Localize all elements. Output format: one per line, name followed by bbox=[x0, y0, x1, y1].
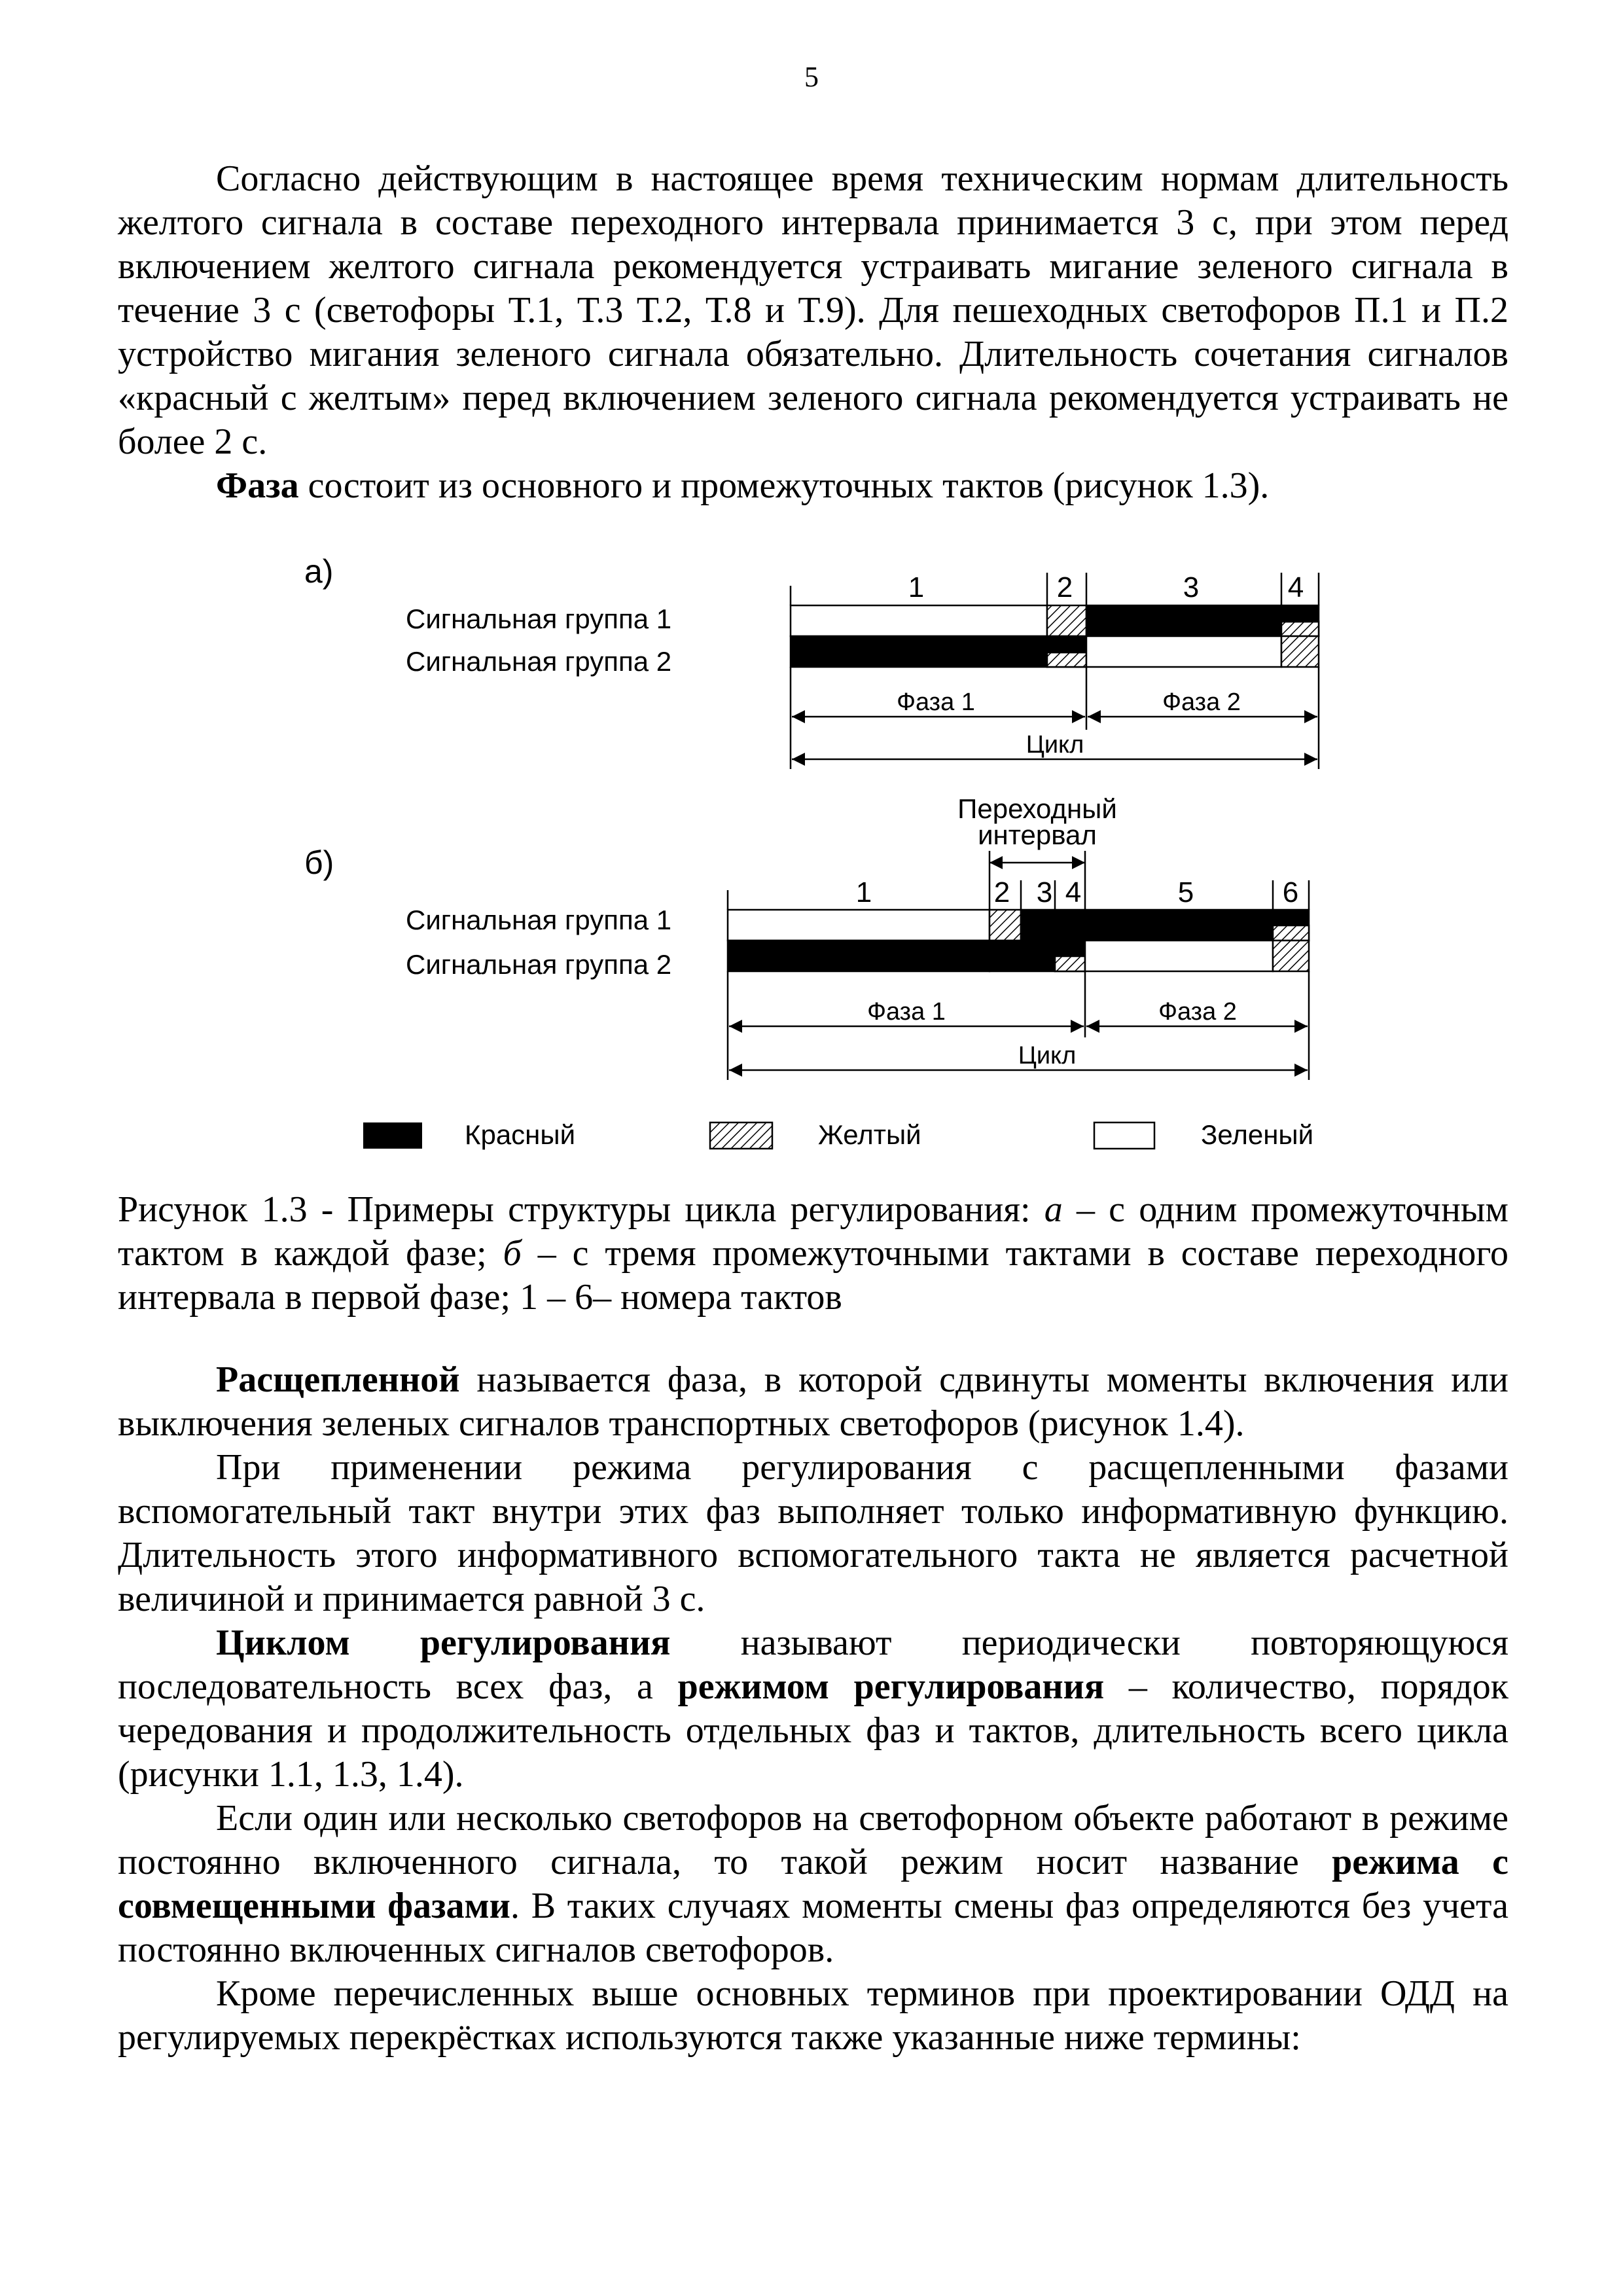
paragraph-split-mode: При применении режима регулирования с расщепленными фазами вспомогательный такт внутри этих фаз выполняет только информативную функцию. Длительность этого информативного вспомогательного такта не является расчетной величиной и принимается равной 3 с. bbox=[118, 1447, 1508, 1619]
panel-b-tact-4: 4 bbox=[1065, 876, 1082, 908]
panel-b-tact-5: 5 bbox=[1177, 876, 1194, 908]
paragraph-combined-phases bbox=[118, 1797, 1508, 1972]
panel-b-tact-6: 6 bbox=[1282, 876, 1299, 908]
term-phase: Фаза bbox=[216, 465, 299, 506]
panel-a-signal-bars bbox=[791, 605, 1319, 667]
panel-b-g1-red-c bbox=[1085, 910, 1273, 941]
panel-a-g2-yellow bbox=[1281, 636, 1319, 667]
panel-b-signal-bars bbox=[728, 910, 1309, 971]
panel-b-tact-3: 3 bbox=[1036, 876, 1053, 908]
paragraph-cycle-definition bbox=[118, 1621, 1508, 1797]
term-combined-phases: режима с совмещенными фазами bbox=[118, 1842, 1508, 1926]
panel-b-g1-red-b bbox=[1055, 910, 1085, 941]
cycle-definition-rest: – количество, порядок чередования и продолжительность отдельных фаз и тактов, длительность всего цикла (рисунки 1.1, 1.3, 1.4). bbox=[118, 1666, 1509, 1795]
panel-a-phase2: Фаза 2 bbox=[1162, 689, 1241, 716]
split-phase-text: называется фаза, в которой сдвинуты моменты включения или выключения зеленых сигналов транспортных светофоров (рисунок 1.4). bbox=[118, 1359, 1508, 1444]
panel-b-transition-line1: Переходный bbox=[957, 793, 1117, 824]
page-number: 5 bbox=[804, 61, 819, 93]
legend-green-swatch bbox=[1094, 1122, 1154, 1149]
paragraph-closing: Кроме перечисленных выше основных терминов при проектировании ОДД на регулируемых перекрёстках используются также указанные ниже термины: bbox=[118, 1973, 1508, 2058]
panel-a-g2-red bbox=[791, 636, 1047, 667]
figure-1-3 bbox=[0, 537, 1623, 1191]
phase-definition-text: состоит из основного и промежуточных тактов (рисунок 1.3). bbox=[298, 465, 1270, 506]
panel-b-tact-1: 1 bbox=[855, 876, 872, 908]
panel-a-group2-label: Сигнальная группа 2 bbox=[406, 646, 672, 677]
panel-a-g2-green bbox=[1086, 636, 1281, 667]
caption-a: а bbox=[1044, 1189, 1063, 1230]
paragraph-phase-definition bbox=[118, 464, 1508, 508]
panel-b-group2-label: Сигнальная группа 2 bbox=[406, 949, 672, 980]
panel-b-g1-red-a bbox=[1021, 910, 1055, 941]
term-regime: режимом регулирования bbox=[677, 1666, 1105, 1707]
definitions-text bbox=[118, 1358, 1508, 2060]
panel-b-tact-2: 2 bbox=[993, 876, 1010, 908]
figure-caption-block bbox=[118, 1188, 1508, 1319]
panel-a-tact-2: 2 bbox=[1056, 571, 1073, 603]
paragraph-split-phase bbox=[118, 1358, 1508, 1446]
panel-a-tact-4: 4 bbox=[1287, 571, 1304, 603]
panel-b-g2-red-b bbox=[990, 941, 1055, 971]
panel-a-phase1: Фаза 1 bbox=[897, 689, 975, 716]
panel-a-g1-green bbox=[791, 605, 1047, 636]
figure-caption bbox=[118, 1188, 1508, 1319]
caption-part2: – с одним промежуточным тактом в каждой фазе; bbox=[118, 1189, 1508, 1274]
panel-b-g2-yellow bbox=[1273, 941, 1309, 971]
panel-a-cycle: Цикл bbox=[1026, 731, 1084, 759]
legend-yellow-label: Желтый bbox=[818, 1119, 921, 1150]
panel-a-tact-1: 1 bbox=[908, 571, 925, 603]
paragraph-signal-norms: Согласно действующим в настоящее время техническим нормам длительность желтого сигнала в составе переходного интервала принимается 3 с, при этом перед включением желтого сигнала рекомендуется устраивать мигание зеленого сигнала в течение 3 с (светофоры Т.1, Т.3 Т.2, Т.8 и Т.9). Для пешеходных светофоров П.1 и П.2 устройство мигания зеленого сигнала обязательно. Длительность сочетания сигналов «красный с желтым» перед включением зеленого сигнала рекомендуется устраивать не более 2 с. bbox=[118, 158, 1508, 462]
term-cycle: Циклом регулирования bbox=[216, 1623, 671, 1663]
intro-text bbox=[118, 157, 1508, 508]
panel-b-cycle: Цикл bbox=[1018, 1042, 1077, 1069]
panel-a-tact-3: 3 bbox=[1183, 571, 1200, 603]
cycle-definition-mid: называют периодически повторяющуюся последовательность всех фаз, а bbox=[118, 1623, 1508, 1707]
term-split-phase: Расщепленной bbox=[216, 1359, 460, 1400]
caption-part3: – с тремя промежуточными тактами в составе переходного интервала в первой фазе; 1 – 6– номера тактов bbox=[118, 1233, 1508, 1318]
panel-b-phase1: Фаза 1 bbox=[867, 998, 946, 1026]
panel-a-group1-label: Сигнальная группа 1 bbox=[406, 603, 672, 634]
legend-yellow-swatch bbox=[710, 1122, 772, 1149]
panel-b-tact-ticks bbox=[728, 851, 1309, 910]
combined-start: Если один или несколько светофоров на светофорном объекте работают в режиме постоянно включенного сигнала, то такой режим носит название bbox=[118, 1798, 1508, 1882]
legend-red-label: Красный bbox=[465, 1119, 576, 1150]
panel-b-g1-green bbox=[728, 910, 990, 941]
panel-a-g1-red bbox=[1086, 605, 1281, 636]
panel-a-g1-yellow bbox=[1047, 605, 1086, 636]
combined-rest: . В таких случаях моменты смены фаз определяются без учета постоянно включенных сигналов светофоров. bbox=[118, 1886, 1508, 1970]
panel-b-phase2: Фаза 2 bbox=[1158, 998, 1237, 1026]
panel-a-tact-ticks bbox=[791, 573, 1319, 605]
legend-green-label: Зеленый bbox=[1201, 1119, 1314, 1150]
panel-b-label: б) bbox=[304, 844, 334, 881]
legend-red-swatch bbox=[363, 1122, 422, 1149]
panel-b-group1-label: Сигнальная группа 1 bbox=[406, 905, 672, 935]
panel-a-label: а) bbox=[304, 553, 334, 590]
panel-b-g2-red bbox=[728, 941, 990, 971]
caption-part1: Рисунок 1.3 - Примеры структуры цикла регулирования: bbox=[118, 1189, 1044, 1230]
panel-b-g2-green bbox=[1085, 941, 1273, 971]
panel-b-transition-line2: интервал bbox=[978, 819, 1097, 850]
caption-b: б bbox=[503, 1233, 522, 1274]
panel-b-g1-yellow bbox=[990, 910, 1021, 941]
